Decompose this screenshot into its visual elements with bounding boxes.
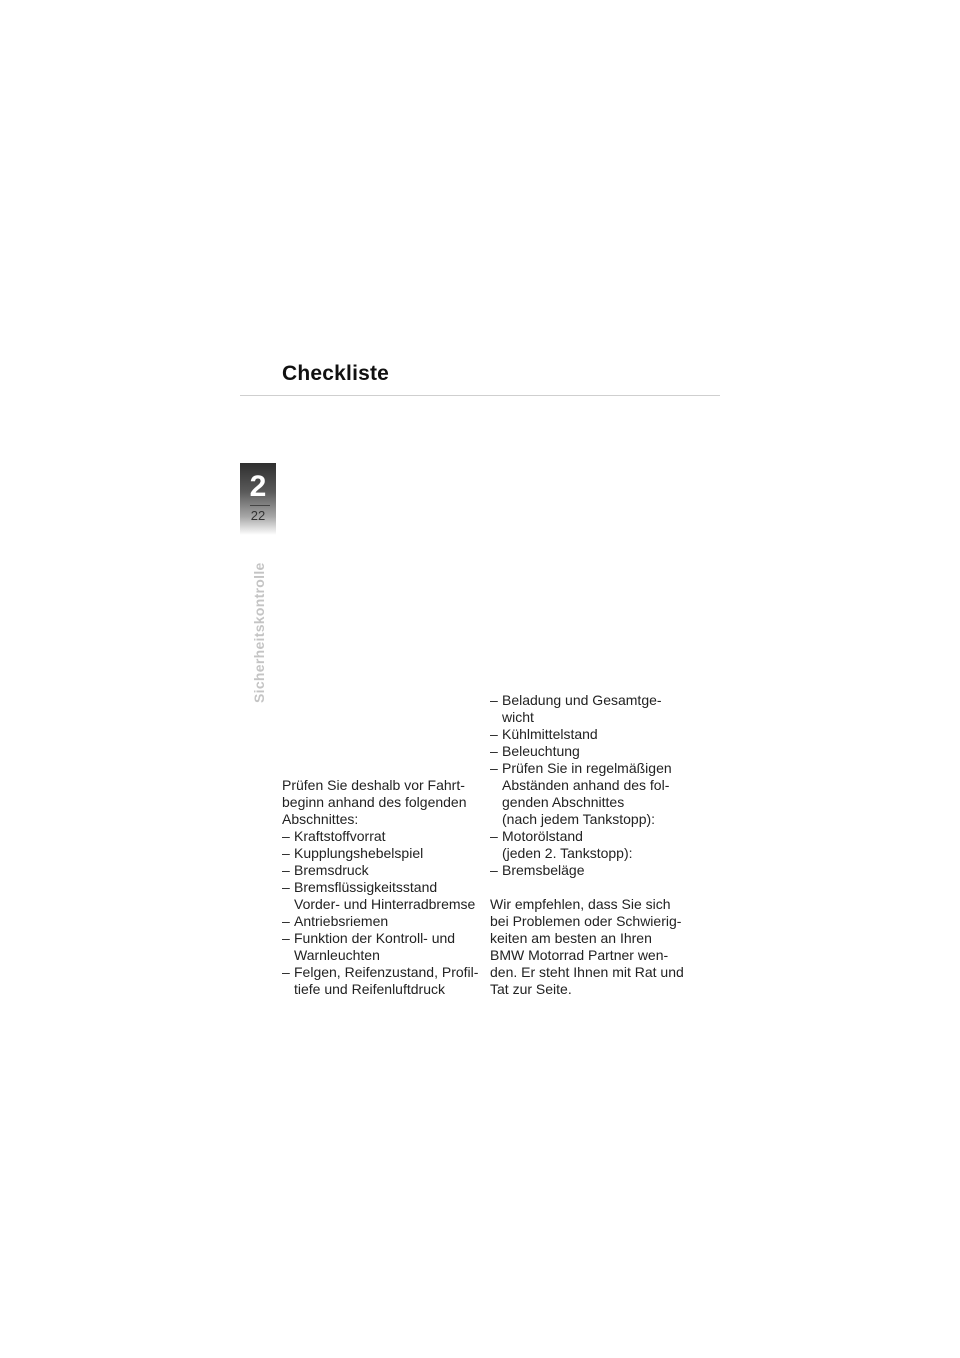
list-item-continuation: Warnleuchten (294, 947, 380, 963)
checklist-left (282, 828, 482, 998)
intro-line: Abschnittes: (282, 811, 359, 827)
list-item: – Beladung und Gesamtge- (490, 692, 700, 709)
intro-line: Prüfen Sie deshalb vor Fahrt- (282, 777, 465, 793)
list-item-continuation: Vorder- und Hinterradbremse (294, 896, 476, 912)
list-item: – Kupplungshebelspiel (282, 845, 482, 862)
list-item: – Prüfen Sie in regelmäßigen (490, 760, 700, 777)
closing-line: bei Problemen oder Schwierig- (490, 913, 682, 929)
chapter-divider (250, 505, 270, 506)
list-item-continuation: (nach jedem Tankstopp): (502, 811, 656, 827)
list-item: – Kraftstoffvorrat (282, 828, 482, 845)
page-title: Checkliste (282, 362, 390, 385)
list-item-continuation: Abständen anhand des fol- (502, 777, 670, 793)
chapter-tab (240, 463, 276, 535)
closing-line: Tat zur Seite. (490, 981, 572, 997)
section-label: Sicherheitskontrolle (251, 562, 267, 703)
title-divider (240, 395, 720, 396)
list-item: – Antriebsriemen (282, 913, 482, 930)
list-item-continuation: (jeden 2. Tankstopp): (502, 845, 633, 861)
list-item: – Felgen, Reifenzustand, Profil- (282, 964, 482, 981)
left-column (282, 777, 482, 998)
closing-line: BMW Motorrad Partner wen- (490, 947, 669, 963)
closing-line: keiten am besten an Ihren (490, 930, 652, 946)
list-item-continuation: wicht (502, 709, 534, 725)
intro-line: beginn anhand des folgenden (282, 794, 467, 810)
list-item: – Motorölstand (490, 828, 700, 845)
list-item-continuation: genden Abschnittes (502, 794, 625, 810)
checklist-right (490, 692, 700, 879)
list-item: – Bremsdruck (282, 862, 482, 879)
list-item: – Bremsflüssigkeitsstand (282, 879, 482, 896)
chapter-number: 2 (249, 470, 267, 503)
closing-line: Wir empfehlen, dass Sie sich (490, 896, 671, 912)
list-item: – Funktion der Kontroll- und (282, 930, 482, 947)
page-number: 22 (250, 508, 266, 523)
list-item-continuation: tiefe und Reifenluftdruck (294, 981, 445, 997)
closing-line: den. Er steht Ihnen mit Rat und (490, 964, 684, 980)
paragraph-spacer (490, 879, 700, 896)
list-item: – Beleuchtung (490, 743, 700, 760)
list-item: – Bremsbeläge (490, 862, 700, 879)
list-item: – Kühlmittelstand (490, 726, 700, 743)
right-column (490, 692, 700, 998)
